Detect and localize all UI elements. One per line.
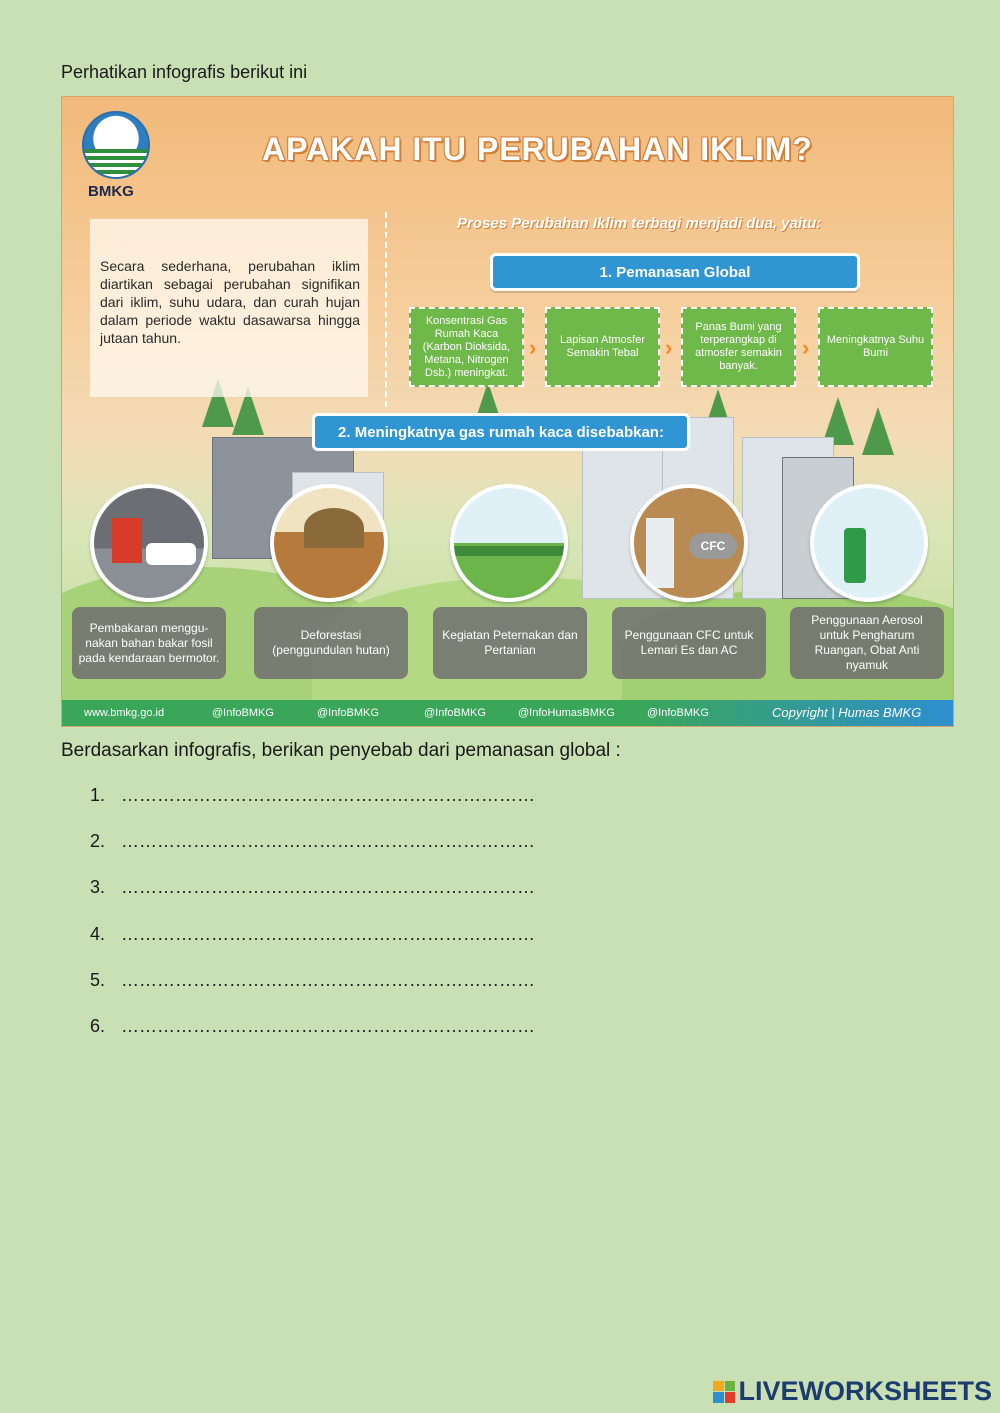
section2-title: 2. Meningkatnya gas rumah kaca disebabkan: [312,413,690,451]
arrow-right-icon: › [802,335,810,360]
step-4: Meningkatnya Suhu Bumi [818,307,933,387]
answer-blank[interactable]: …………………………………………………………… [121,877,535,898]
aerosol-spray-illustration [810,484,928,602]
brand-text: LIVEWORKSHEETS [738,1376,992,1406]
answer-line[interactable] [90,877,535,923]
step-3: Panas Bumi yang terperangkap di atmosfer semakin banyak. [681,307,796,387]
answer-number: 2. [90,831,106,852]
facebook-handle: @InfoBMKG [212,707,274,719]
process-subtitle: Proses Perubahan Iklim terbagi menjadi dua, yaitu: [457,215,822,232]
cause-label-3: Kegiatan Peternakan dan Pertanian [433,607,587,679]
infographic-title: APAKAH ITU PERUBAHAN IKLIM? [262,131,813,167]
answer-blank[interactable]: …………………………………………………………… [121,831,535,852]
copyright-text: Copyright | Humas BMKG [772,705,922,720]
answer-number: 1. [90,785,106,805]
cause-label-1: Pembakaran menggu-nakan bahan bakar fosil pada kendaraan bermotor. [72,607,226,679]
deforestation-illustration [270,484,388,602]
answer-line[interactable] [90,785,535,831]
section1-title: 1. Pemanasan Global [490,253,860,291]
twitter-handle-2: @InfoHumasBMKG [518,707,615,719]
answer-line[interactable] [90,831,535,877]
answer-blank[interactable]: …………………………………………………………… [121,923,535,944]
answer-blank[interactable]: …………………………………………………………… [121,969,535,990]
answer-list [90,785,535,1062]
intro-text: Perhatikan infografis berikut ini [61,62,308,82]
infographic-image [61,96,954,727]
answer-number: 5. [90,969,106,990]
answer-blank[interactable]: …………………………………………………………… [121,1015,535,1036]
answer-number: 4. [90,923,106,944]
liveworksheets-grid-icon [713,1381,735,1403]
vehicle-fuel-illustration [90,484,208,602]
website-text: www.bmkg.go.id [84,707,165,719]
bmkg-logo [82,111,152,200]
answer-number: 6. [90,1015,106,1036]
liveworksheets-logo [713,1376,992,1407]
logo-text: BMKG [88,183,134,200]
cause-label-2: Deforestasi (penggundulan hutan) [254,607,408,679]
cfc-cloud: CFC [689,533,737,559]
step-1: Konsentrasi Gas Rumah Kaca (Karbon Dioksida, Metana, Nitrogen Dsb.) meningkat. [409,307,524,387]
definition-text: Secara sederhana, perubahan iklim diartikan sebagai perubahan signifikan dari iklim, suhu udara, dan curah hujan dalam periode waktu dasawarsa hingga jutaan tahun. [90,219,368,397]
infographic-footer [62,700,953,726]
step-2: Lapisan Atmosfer Semakin Tebal [545,307,660,387]
answer-number: 3. [90,877,106,898]
answer-blank[interactable]: …………………………………………………………… [121,785,535,805]
twitter-handle: @InfoBMKG [424,707,486,719]
arrow-right-icon: › [665,335,673,360]
cause-label-4: Penggunaan CFC untuk Lemari Es dan AC [612,607,766,679]
refrigerator-ac-illustration [630,484,748,602]
answer-line[interactable] [90,1016,535,1062]
bmkg-emblem-icon [82,111,150,179]
dashed-divider [385,212,387,407]
answer-line[interactable] [90,970,535,1016]
arrow-right-icon: › [529,335,537,360]
farming-illustration [450,484,568,602]
question-text: Berdasarkan infografis, berikan penyebab dari pemanasan global : [61,740,621,761]
answer-line[interactable] [90,924,535,970]
cause-label-5: Penggunaan Aerosol untuk Pengharum Ruangan, Obat Anti nyamuk [790,607,944,679]
instagram-handle: @InfoBMKG [317,707,379,719]
youtube-handle: @InfoBMKG [647,707,709,719]
